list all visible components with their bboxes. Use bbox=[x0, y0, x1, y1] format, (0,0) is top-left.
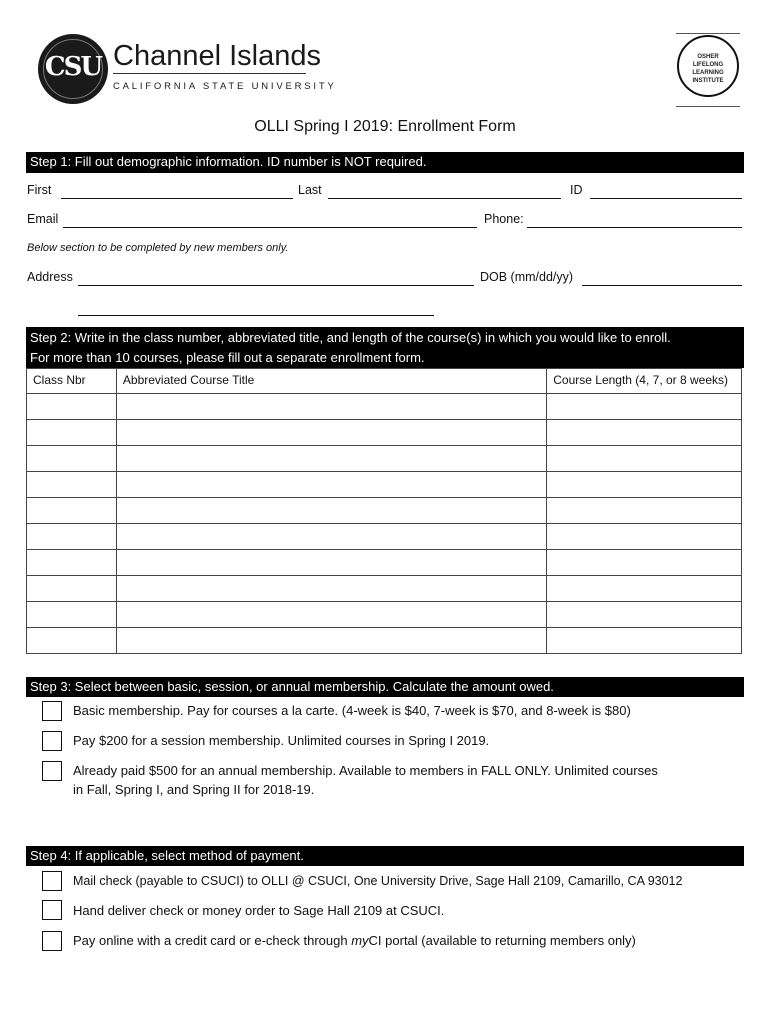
annual-membership-checkbox[interactable] bbox=[42, 761, 62, 781]
pay-online-text-my: my bbox=[351, 933, 369, 948]
basic-membership-checkbox[interactable] bbox=[42, 701, 62, 721]
table-row bbox=[27, 472, 742, 498]
pay-online-text-pre: Pay online with a credit card or e-check through bbox=[73, 933, 352, 948]
mail-check-checkbox[interactable] bbox=[42, 871, 62, 891]
class-nbr-cell[interactable] bbox=[27, 394, 117, 420]
table-row bbox=[27, 576, 742, 602]
mail-check-label: Mail check (payable to CSUCI) to OLLI @ CSUCI, One University Drive, Sage Hall 2109, Camarillo, CA 93012 bbox=[73, 874, 683, 888]
address-field[interactable] bbox=[78, 285, 474, 286]
class-nbr-cell[interactable] bbox=[27, 446, 117, 472]
olli-line: INSTITUTE bbox=[692, 78, 724, 84]
email-field[interactable] bbox=[63, 227, 477, 228]
form-title: OLLI Spring I 2019: Enrollment Form bbox=[254, 118, 516, 135]
course-title-cell[interactable] bbox=[116, 576, 546, 602]
annual-membership-label: Already paid $500 for an annual membership. Available to members in FALL ONLY. Unlimited courses bbox=[73, 763, 658, 778]
step4-banner-text: Step 4: If applicable, select method of payment. bbox=[30, 848, 304, 863]
hand-deliver-label: Hand deliver check or money order to Sage Hall 2109 at CSUCI. bbox=[73, 903, 445, 918]
first-name-field[interactable] bbox=[61, 198, 293, 199]
course-table bbox=[26, 368, 742, 654]
step3-banner-text: Step 3: Select between basic, session, or annual membership. Calculate the amount owed. bbox=[30, 679, 554, 694]
course-length-cell[interactable] bbox=[547, 498, 742, 524]
class-nbr-cell[interactable] bbox=[27, 472, 117, 498]
class-nbr-cell[interactable] bbox=[27, 602, 117, 628]
session-membership-label: Pay $200 for a session membership. Unlimited courses in Spring I 2019. bbox=[73, 733, 490, 748]
course-length-cell[interactable] bbox=[547, 550, 742, 576]
course-length-cell[interactable] bbox=[547, 420, 742, 446]
pay-online-label bbox=[73, 933, 636, 948]
class-nbr-cell[interactable] bbox=[27, 420, 117, 446]
first-name-label: First bbox=[27, 183, 52, 197]
course-length-cell[interactable] bbox=[547, 576, 742, 602]
dob-field[interactable] bbox=[582, 285, 742, 286]
email-label: Email bbox=[27, 212, 59, 226]
session-membership-checkbox[interactable] bbox=[42, 731, 62, 751]
table-row bbox=[27, 420, 742, 446]
course-title-cell[interactable] bbox=[116, 394, 546, 420]
last-name-field[interactable] bbox=[328, 198, 561, 199]
class-nbr-cell[interactable] bbox=[27, 628, 117, 654]
class-nbr-cell[interactable] bbox=[27, 524, 117, 550]
column-header-class-nbr: Class Nbr bbox=[27, 369, 117, 394]
course-length-cell[interactable] bbox=[547, 394, 742, 420]
pay-online-text-post: CI portal (available to returning members only) bbox=[368, 933, 636, 948]
class-nbr-cell[interactable] bbox=[27, 550, 117, 576]
course-length-cell[interactable] bbox=[547, 446, 742, 472]
column-header-course-title: Abbreviated Course Title bbox=[116, 369, 546, 394]
step2-banner bbox=[26, 327, 744, 368]
olli-line: LIFELONG bbox=[692, 62, 724, 68]
brand-divider bbox=[113, 73, 306, 74]
id-label: ID bbox=[570, 183, 583, 197]
class-nbr-cell[interactable] bbox=[27, 498, 117, 524]
table-row bbox=[27, 498, 742, 524]
course-title-cell[interactable] bbox=[116, 550, 546, 576]
course-length-cell[interactable] bbox=[547, 602, 742, 628]
new-members-note: Below section to be completed by new members only. bbox=[27, 242, 289, 254]
class-nbr-cell[interactable] bbox=[27, 576, 117, 602]
step3-banner bbox=[26, 677, 744, 697]
last-name-label: Last bbox=[298, 183, 322, 197]
step4-banner bbox=[26, 846, 744, 866]
olli-logo-text bbox=[677, 53, 739, 85]
olli-rule-top bbox=[676, 33, 740, 34]
table-row bbox=[27, 602, 742, 628]
course-length-cell[interactable] bbox=[547, 628, 742, 654]
course-title-cell[interactable] bbox=[116, 628, 546, 654]
logo-monogram: CSU bbox=[44, 52, 102, 82]
course-length-cell[interactable] bbox=[547, 524, 742, 550]
basic-membership-label: Basic membership. Pay for courses a la carte. (4-week is $40, 7-week is $70, and 8-week is $80) bbox=[73, 703, 631, 718]
address-line-2-field[interactable] bbox=[78, 315, 434, 316]
brand-subtitle: CALIFORNIA STATE UNIVERSITY bbox=[113, 81, 337, 92]
pay-online-checkbox[interactable] bbox=[42, 931, 62, 951]
course-title-cell[interactable] bbox=[116, 498, 546, 524]
dob-label: DOB (mm/dd/yy) bbox=[480, 270, 574, 284]
id-field[interactable] bbox=[590, 198, 742, 199]
csu-logo-seal bbox=[38, 34, 108, 104]
step1-banner-text: Step 1: Fill out demographic information. ID number is NOT required. bbox=[30, 154, 427, 169]
course-title-cell[interactable] bbox=[116, 446, 546, 472]
address-label: Address bbox=[27, 270, 73, 284]
course-title-cell[interactable] bbox=[116, 524, 546, 550]
step2-banner-line2: For more than 10 courses, please fill out a separate enrollment form. bbox=[30, 350, 425, 365]
step2-banner-line1: Step 2: Write in the class number, abbreviated title, and length of the course(s) in which you would like to enroll. bbox=[30, 330, 671, 345]
annual-membership-label-line2: in Fall, Spring I, and Spring II for 2018-19. bbox=[73, 782, 315, 797]
course-title-cell[interactable] bbox=[116, 472, 546, 498]
course-title-cell[interactable] bbox=[116, 602, 546, 628]
table-row bbox=[27, 628, 742, 654]
phone-field[interactable] bbox=[527, 227, 742, 228]
phone-label: Phone: bbox=[484, 212, 524, 226]
table-row bbox=[27, 394, 742, 420]
course-title-cell[interactable] bbox=[116, 420, 546, 446]
olli-line: LEARNING bbox=[692, 70, 724, 76]
table-row bbox=[27, 446, 742, 472]
column-header-course-length: Course Length (4, 7, or 8 weeks) bbox=[547, 369, 742, 394]
table-header-row bbox=[27, 369, 742, 394]
table-row bbox=[27, 524, 742, 550]
hand-deliver-checkbox[interactable] bbox=[42, 900, 62, 920]
brand-name: Channel Islands bbox=[113, 40, 321, 72]
olli-rule-bottom bbox=[676, 106, 740, 107]
olli-line: OSHER bbox=[697, 54, 719, 60]
step1-banner bbox=[26, 152, 744, 173]
table-row bbox=[27, 550, 742, 576]
course-length-cell[interactable] bbox=[547, 472, 742, 498]
